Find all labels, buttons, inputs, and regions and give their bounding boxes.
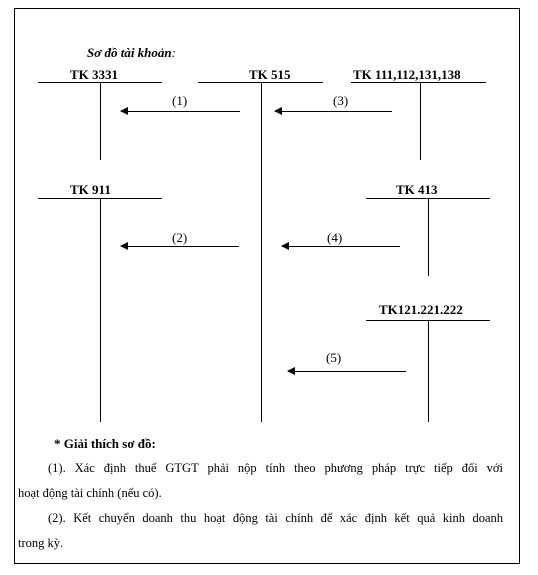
arrow-1 <box>121 111 240 112</box>
arrow-5 <box>288 371 406 372</box>
account-label-tk911: TK 911 <box>70 182 111 197</box>
arrow-label-1: (1) <box>172 93 188 108</box>
diagram-heading-colon: : <box>171 45 176 60</box>
account-stem-tk911 <box>100 198 101 422</box>
account-label-tk515: TK 515 <box>249 67 291 82</box>
explanation-item-2-line-1: (2). Kết chuyển doanh thu hoạt động tài chính để xác định kết quả kinh doanh <box>48 511 503 525</box>
diagram-heading-text: Sơ đồ tài khoản <box>87 45 172 60</box>
account-label-tk3331: TK 3331 <box>70 67 119 82</box>
explanation-item-1-line-2: hoạt động tài chính (nếu có). <box>18 486 162 500</box>
account-stem-tk111 <box>420 82 421 160</box>
arrow-label-2: (2) <box>172 230 188 245</box>
account-label-tk413: TK 413 <box>396 182 438 197</box>
explanation-item-1-line-1: (1). Xác định thuế GTGT phải nộp tính theo phương pháp trực tiếp đối với <box>48 461 503 475</box>
arrow-4 <box>282 246 400 247</box>
account-label-tk121: TK121.221.222 <box>379 302 463 317</box>
account-line-tk111 <box>351 82 486 83</box>
arrow-2 <box>121 246 239 247</box>
account-label-tk111: TK 111,112,131,138 <box>353 67 461 82</box>
arrow-label-5: (5) <box>326 350 342 365</box>
account-stem-tk515 <box>261 82 262 422</box>
account-stem-tk3331 <box>100 82 101 160</box>
explanation-title: * Giải thích sơ đồ: <box>54 436 156 451</box>
arrow-3 <box>275 111 392 112</box>
account-stem-tk121 <box>428 320 429 422</box>
diagram-frame <box>14 8 520 564</box>
account-stem-tk413 <box>428 198 429 276</box>
diagram-heading <box>87 45 176 60</box>
arrow-label-4: (4) <box>327 230 343 245</box>
arrow-label-3: (3) <box>333 93 349 108</box>
explanation-item-2-line-2: trong kỳ. <box>18 536 64 550</box>
